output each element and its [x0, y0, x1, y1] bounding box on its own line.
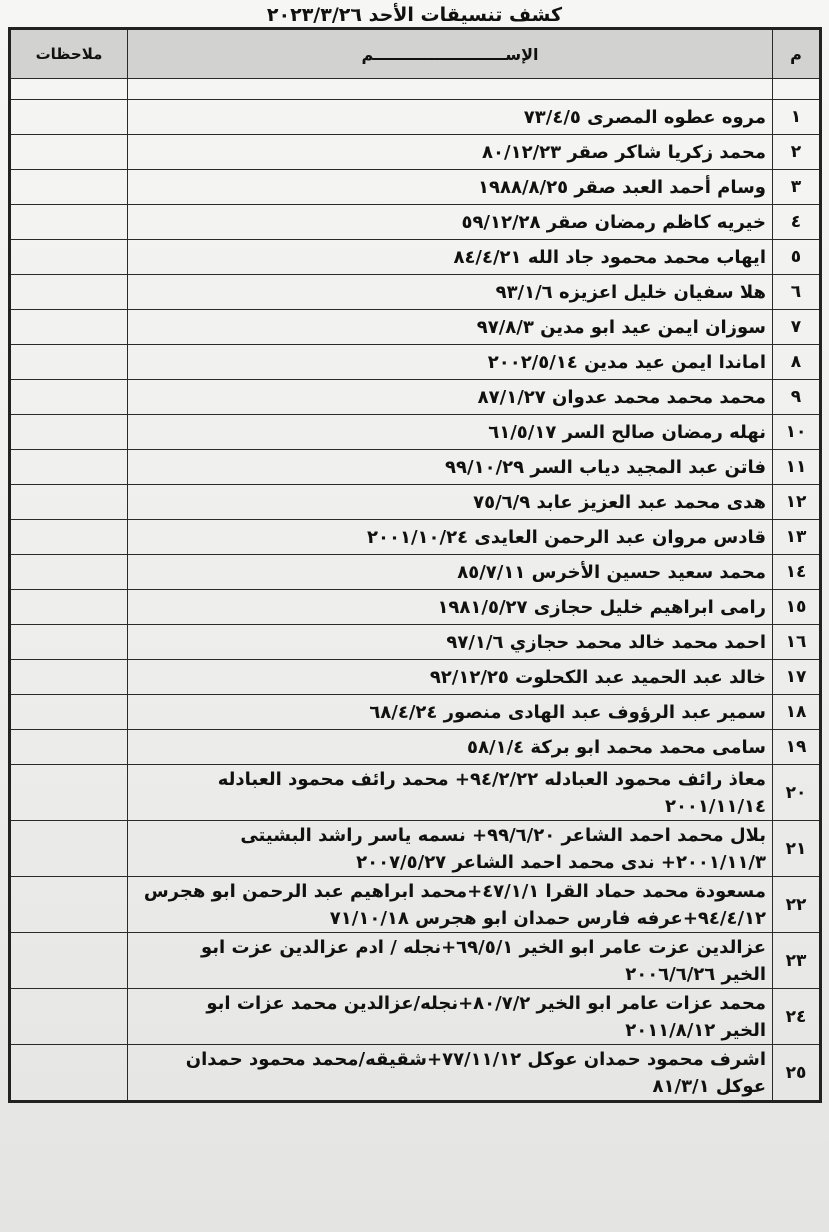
row-name-line: عوكل ٨١/٣/١	[652, 1075, 766, 1097]
row-name	[128, 765, 773, 821]
row-name	[128, 933, 773, 989]
row-name: فاتن عبد المجيد دياب السر ٩٩/١٠/٢٩	[128, 450, 773, 485]
row-number: ٢٤	[773, 989, 821, 1045]
table-row	[10, 877, 821, 933]
row-name-line: الخير ٢٠٠٦/٦/٢٦	[625, 963, 766, 985]
row-name-line: محمد عزات عامر ابو الخير ٨٠/٧/٢+نجله/عزالدين محمد عزات ابو	[206, 992, 766, 1014]
row-notes	[10, 933, 128, 989]
row-number: ١٣	[773, 520, 821, 555]
blank-cell	[10, 79, 128, 100]
table-row	[10, 520, 821, 555]
table-row	[10, 555, 821, 590]
row-notes	[10, 821, 128, 877]
table-row	[10, 100, 821, 135]
row-notes	[10, 380, 128, 415]
row-name-line: بلال محمد احمد الشاعر ٩٩/٦/٢٠+ نسمه ياسر راشد البشيتى	[240, 824, 766, 846]
table-row	[10, 240, 821, 275]
table-row	[10, 625, 821, 660]
row-notes	[10, 877, 128, 933]
row-notes	[10, 555, 128, 590]
table-row	[10, 765, 821, 821]
row-name	[128, 877, 773, 933]
row-notes	[10, 275, 128, 310]
row-notes	[10, 240, 128, 275]
header-number: م	[773, 29, 821, 79]
row-number: ٣	[773, 170, 821, 205]
row-number: ١١	[773, 450, 821, 485]
row-name-line: ٢٠٠١/١١/١٤	[664, 795, 766, 817]
row-number: ٥	[773, 240, 821, 275]
table-row	[10, 380, 821, 415]
table-row	[10, 730, 821, 765]
blank-cell	[773, 79, 821, 100]
row-number: ٢٥	[773, 1045, 821, 1102]
row-name: خيريه كاظم رمضان صقر ٥٩/١٢/٢٨	[128, 205, 773, 240]
row-name: خالد عبد الحميد عبد الكحلوت ٩٢/١٢/٢٥	[128, 660, 773, 695]
row-name: محمد زكريا شاكر صقر ٨٠/١٢/٢٣	[128, 135, 773, 170]
row-number: ٤	[773, 205, 821, 240]
row-name-line: عزالدين عزت عامر ابو الخير ٦٩/٥/١+نجله / ادم عزالدين عزت ابو	[201, 936, 766, 958]
table-row	[10, 485, 821, 520]
row-name: مروه عطوه المصرى ٧٣/٤/٥	[128, 100, 773, 135]
row-number: ١٩	[773, 730, 821, 765]
row-number: ٢٣	[773, 933, 821, 989]
row-name: ايهاب محمد محمود جاد الله ٨٤/٤/٢١	[128, 240, 773, 275]
header-row	[10, 29, 821, 79]
row-number: ١٢	[773, 485, 821, 520]
row-notes	[10, 170, 128, 205]
row-name	[128, 1045, 773, 1102]
row-notes	[10, 135, 128, 170]
row-notes	[10, 765, 128, 821]
table-row	[10, 310, 821, 345]
table-row	[10, 590, 821, 625]
row-notes	[10, 100, 128, 135]
row-number: ٢	[773, 135, 821, 170]
table-row	[10, 933, 821, 989]
row-notes	[10, 1045, 128, 1102]
document-title: كشف تنسيقات الأحد ٢٠٢٣/٣/٢٦	[266, 4, 563, 26]
header-name: الإســــــــــــــــــــــــم	[128, 29, 773, 79]
blank-cell	[128, 79, 773, 100]
row-name: هدى محمد عبد العزيز عابد ٧٥/٦/٩	[128, 485, 773, 520]
row-number: ١	[773, 100, 821, 135]
row-name-line: الخير ٢٠١١/٨/١٢	[625, 1019, 766, 1041]
row-notes	[10, 590, 128, 625]
row-number: ٢٢	[773, 877, 821, 933]
table-row	[10, 695, 821, 730]
row-name-line: ٢٠٠١/١١/٣+ ندى محمد احمد الشاعر ٢٠٠٧/٥/٢٧	[356, 851, 766, 873]
row-number: ٦	[773, 275, 821, 310]
header-notes: ملاحظات	[10, 29, 128, 79]
names-table	[8, 27, 822, 1103]
blank-row	[10, 79, 821, 100]
row-number: ٩	[773, 380, 821, 415]
table-row	[10, 450, 821, 485]
row-name	[128, 821, 773, 877]
table-row	[10, 1045, 821, 1102]
row-name: احمد محمد خالد محمد حجازي ٩٧/١/٦	[128, 625, 773, 660]
row-number: ١٧	[773, 660, 821, 695]
row-name: سامى محمد محمد ابو بركة ٥٨/١/٤	[128, 730, 773, 765]
table-row	[10, 660, 821, 695]
row-notes	[10, 520, 128, 555]
row-name: نهله رمضان صالح السر ٦١/٥/١٧	[128, 415, 773, 450]
row-notes	[10, 989, 128, 1045]
row-number: ١٥	[773, 590, 821, 625]
row-name: سمير عبد الرؤوف عبد الهادى منصور ٦٨/٤/٢٤	[128, 695, 773, 730]
row-name: اماندا ايمن عيد مدين ٢٠٠٢/٥/١٤	[128, 345, 773, 380]
row-name: محمد محمد محمد عدوان ٨٧/١/٢٧	[128, 380, 773, 415]
table-row	[10, 170, 821, 205]
row-number: ٨	[773, 345, 821, 380]
row-notes	[10, 730, 128, 765]
table-row	[10, 275, 821, 310]
row-notes	[10, 415, 128, 450]
row-number: ١٠	[773, 415, 821, 450]
row-notes	[10, 205, 128, 240]
row-name: قادس مروان عبد الرحمن العايدى ٢٠٠١/١٠/٢٤	[128, 520, 773, 555]
row-notes	[10, 660, 128, 695]
row-number: ٧	[773, 310, 821, 345]
table-row	[10, 989, 821, 1045]
table-row	[10, 205, 821, 240]
row-number: ١٨	[773, 695, 821, 730]
row-name-line: اشرف محمود حمدان عوكل ٧٧/١١/١٢+شقيقه/محمد محمود حمدان	[185, 1048, 766, 1070]
row-name: رامى ابراهيم خليل حجازى ١٩٨١/٥/٢٧	[128, 590, 773, 625]
row-notes	[10, 625, 128, 660]
row-notes	[10, 695, 128, 730]
table-row	[10, 415, 821, 450]
row-number: ١٦	[773, 625, 821, 660]
row-notes	[10, 450, 128, 485]
row-name: محمد سعيد حسين الأخرس ٨٥/٧/١١	[128, 555, 773, 590]
row-name: سوزان ايمن عيد ابو مدين ٩٧/٨/٣	[128, 310, 773, 345]
row-name-line: ٩٤/٤/١٢+عرفه فارس حمدان ابو هجرس ٧١/١٠/١٨	[329, 907, 766, 929]
table-row	[10, 821, 821, 877]
row-name-line: مسعودة محمد حماد القرا ٤٧/١/١+محمد ابراهيم عبد الرحمن ابو هجرس	[143, 880, 766, 902]
table-row	[10, 135, 821, 170]
row-notes	[10, 345, 128, 380]
row-name: هلا سفيان خليل اعزيزه ٩٣/١/٦	[128, 275, 773, 310]
row-notes	[10, 310, 128, 345]
row-name	[128, 989, 773, 1045]
row-number: ٢١	[773, 821, 821, 877]
row-name: وسام أحمد العبد صقر ١٩٨٨/٨/٢٥	[128, 170, 773, 205]
row-name-line: معاذ رائف محمود العبادله ٩٤/٢/٢٢+ محمد رائف محمود العبادله	[217, 768, 766, 790]
row-number: ١٤	[773, 555, 821, 590]
row-notes	[10, 485, 128, 520]
row-number: ٢٠	[773, 765, 821, 821]
table-row	[10, 345, 821, 380]
